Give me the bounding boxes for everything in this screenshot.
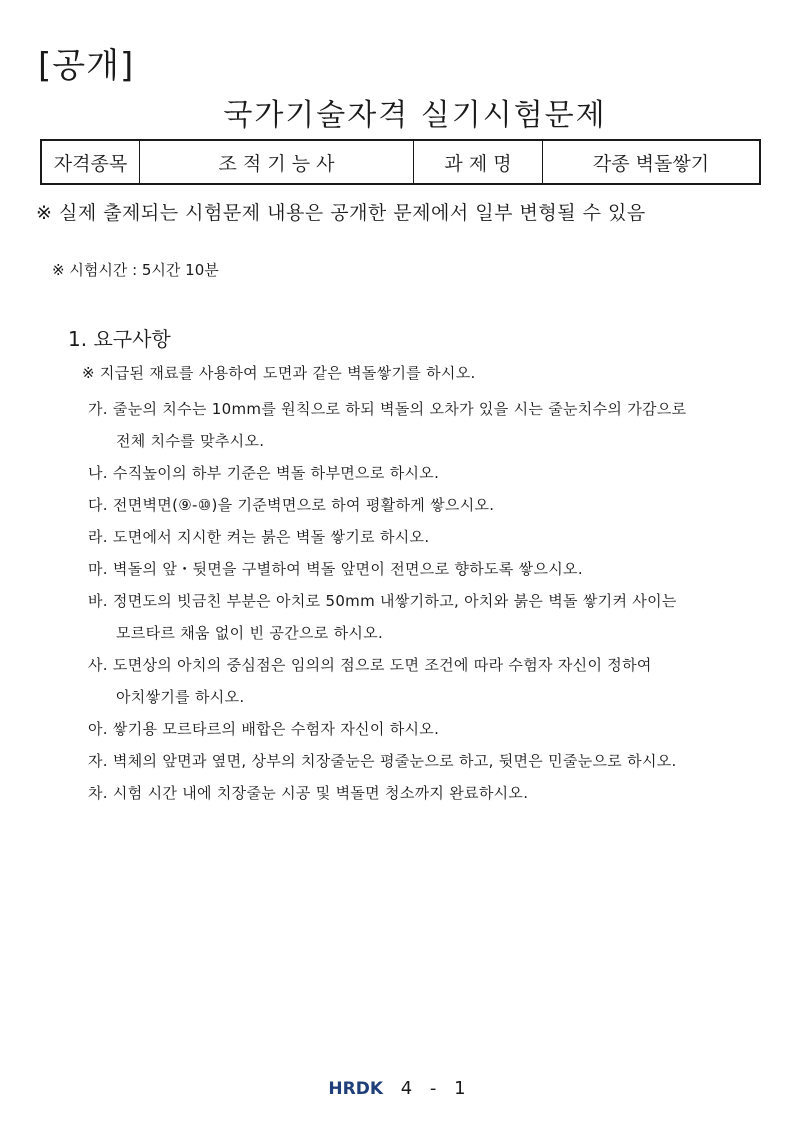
qualification-value: 조 적 기 능 사	[140, 140, 414, 184]
list-item	[88, 649, 778, 713]
item-line: 사. 도면상의 아치의 중심점은 임의의 점으로 도면 조건에 따라 수험자 자신이 정하여	[88, 656, 652, 674]
list-item	[88, 393, 778, 457]
list-item	[88, 553, 778, 585]
page-footer	[0, 1078, 800, 1099]
notice-text: ※ 실제 출제되는 시험문제 내용은 공개한 문제에서 일부 변형될 수 있음	[36, 202, 646, 224]
task-label: 과 제 명	[414, 140, 543, 184]
exam-time: ※ 시험시간 : 5시간 10분	[52, 261, 219, 279]
list-item	[88, 713, 778, 745]
disclosure-label: [공개]	[38, 46, 135, 86]
task-value: 각종 벽돌쌓기	[543, 140, 761, 184]
info-table	[40, 139, 761, 185]
item-continuation: 전체 치수를 맞추시오.	[116, 432, 265, 450]
item-line: 바. 정면도의 빗금친 부분은 아치로 50mm 내쌓기하고, 아치와 붉은 벽돌 쌓기켜 사이는	[88, 592, 677, 610]
document-title: 국가기술자격 실기시험문제	[223, 98, 607, 133]
list-item	[88, 489, 778, 521]
requirements-list	[88, 393, 778, 809]
item-line: 가. 줄눈의 치수는 10mm를 원칙으로 하되 벽돌의 오차가 있을 시는 줄눈치수의 가감으로	[88, 400, 687, 418]
item-line: 아. 쌓기용 모르타르의 배합은 수험자 자신이 하시오.	[88, 720, 440, 738]
section-intro: ※ 지급된 재료를 사용하여 도면과 같은 벽돌쌓기를 하시오.	[82, 364, 476, 382]
list-item	[88, 457, 778, 489]
list-item	[88, 777, 778, 809]
item-line: 마. 벽돌의 앞・뒷면을 구별하여 벽돌 앞면이 전면으로 향하도록 쌓으시오.	[88, 560, 583, 578]
item-continuation: 아치쌓기를 하시오.	[116, 688, 245, 706]
list-item	[88, 521, 778, 553]
item-continuation: 모르타르 채움 없이 빈 공간으로 하시오.	[116, 624, 384, 642]
section-heading: 1. 요구사항	[68, 327, 171, 351]
item-line: 다. 전면벽면(⑨-⑩)을 기준벽면으로 하여 평활하게 쌓으시오.	[88, 496, 495, 514]
item-line: 나. 수직높이의 하부 기준은 벽돌 하부면으로 하시오.	[88, 464, 440, 482]
qualification-label: 자격종목	[41, 140, 140, 184]
list-item	[88, 585, 778, 649]
page-number: 4 - 1	[400, 1078, 472, 1099]
hrdk-logo: HRDK	[328, 1079, 384, 1099]
item-line: 라. 도면에서 지시한 켜는 붉은 벽돌 쌓기로 하시오.	[88, 528, 430, 546]
item-line: 차. 시험 시간 내에 치장줄눈 시공 및 벽돌면 청소까지 완료하시오.	[88, 784, 529, 802]
list-item	[88, 745, 778, 777]
item-line: 자. 벽체의 앞면과 옆면, 상부의 치장줄눈은 평줄눈으로 하고, 뒷면은 민줄눈으로 하시오.	[88, 752, 677, 770]
